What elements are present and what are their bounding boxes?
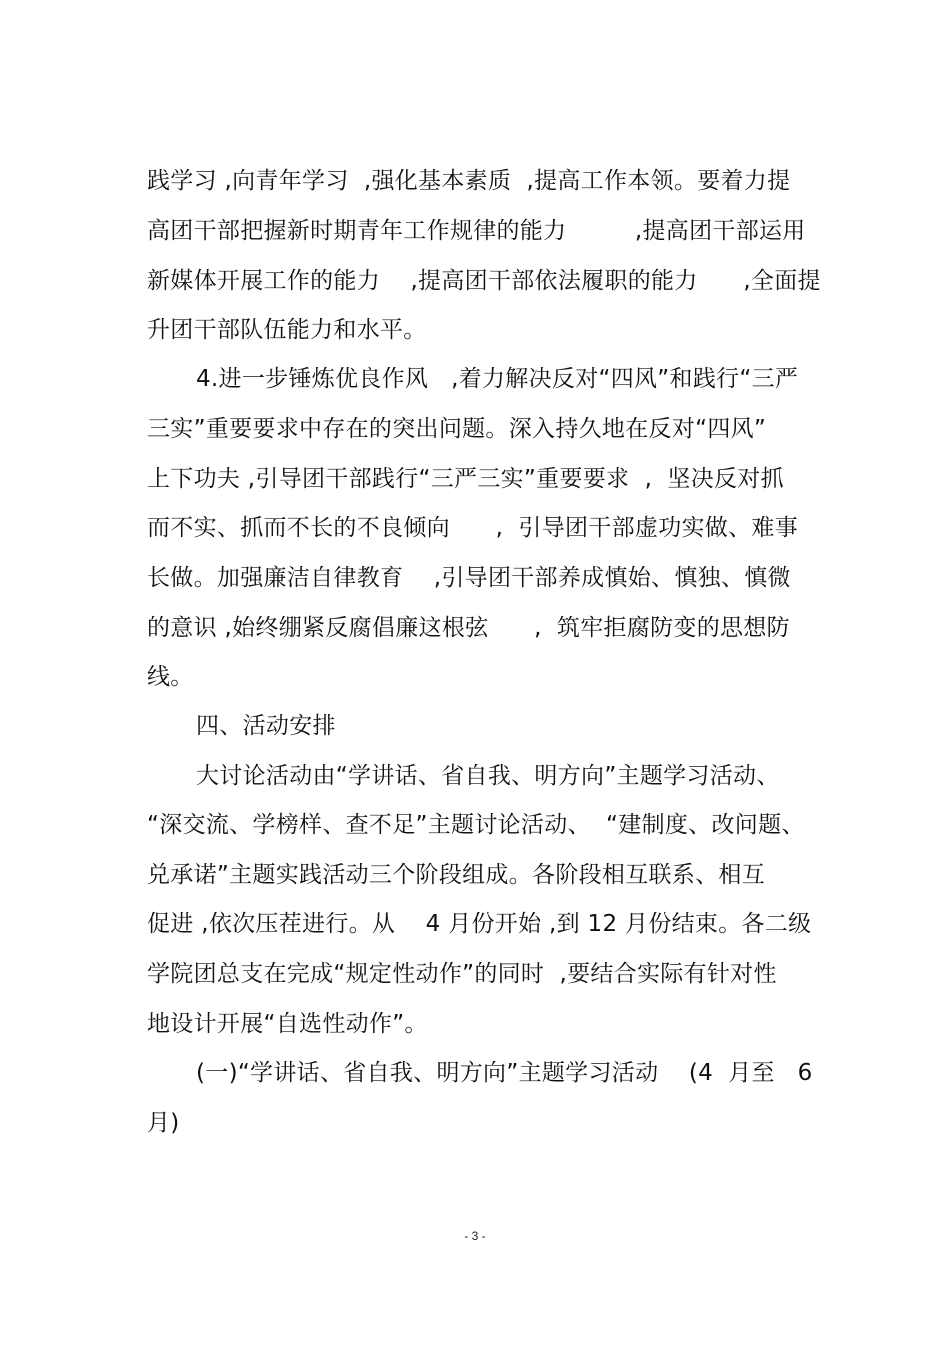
text-line-8: 而不实、抓而不长的不良倾向 , 引导团干部虚功实做、难事	[147, 515, 798, 541]
text-line-2: 高团干部把握新时期青年工作规律的能力 ,提高团干部运用	[147, 218, 806, 244]
text-line-7: 上下功夫 ,引导团干部践行“三严三实”重要要求 , 坚决反对抓	[147, 466, 784, 492]
text-line-17: 学院团总支在完成“规定性动作”的同时 ,要结合实际有针对性	[147, 961, 777, 987]
text-line-15: 兑承诺”主题实践活动三个阶段组成。各阶段相互联系、相互	[147, 862, 766, 888]
text-line-9: 长做。加强廉洁自律教育 ,引导团干部养成慎始、慎独、慎微	[147, 565, 791, 591]
page-number: - 3 -	[464, 1229, 486, 1243]
text-line-11: 线。	[147, 664, 194, 690]
text-line-13: 大讨论活动由“学讲话、省自我、明方向”主题学习活动、	[196, 763, 780, 789]
text-line-1: 践学习 ,向青年学习 ,强化基本素质 ,提高工作本领。要着力提	[147, 168, 791, 194]
text-line-20: 月)	[147, 1110, 180, 1136]
text-line-6: 三实”重要要求中存在的突出问题。深入持久地在反对“四风”	[147, 416, 767, 442]
section-heading: 四、活动安排	[196, 713, 336, 739]
text-line-3: 新媒体开展工作的能力 ,提高团干部依法履职的能力 ,全面提	[147, 268, 821, 294]
subsection-heading: (一)“学讲话、省自我、明方向”主题学习活动 (4 月至 6	[196, 1060, 813, 1086]
text-line-14: “深交流、学榜样、查不足”主题讨论活动、 “建制度、改问题、	[147, 812, 805, 838]
text-line-10: 的意识 ,始终绷紧反腐倡廉这根弦 , 筑牢拒腐防变的思想防	[147, 615, 790, 641]
text-line-16: 促进 ,依次压茬进行。从 4 月份开始 ,到 12 月份结束。各二级	[147, 911, 812, 937]
text-line-5: 4.进一步锤炼优良作风 ,着力解决反对“四风”和践行“三严	[196, 366, 799, 392]
text-line-4: 升团干部队伍能力和水平。	[147, 317, 427, 343]
text-line-18: 地设计开展“自选性动作”。	[147, 1011, 428, 1037]
